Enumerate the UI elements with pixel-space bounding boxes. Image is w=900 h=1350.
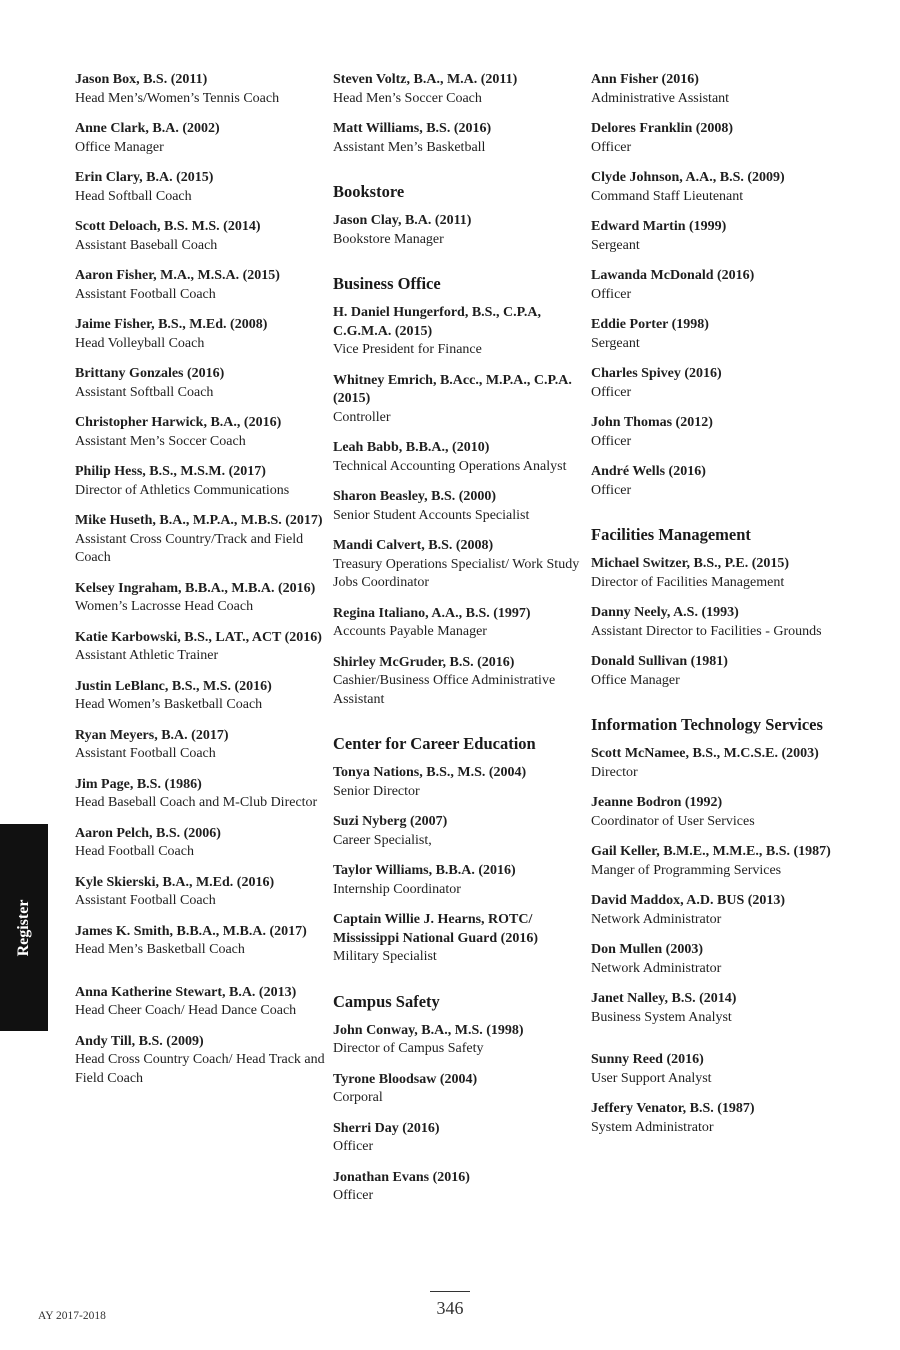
staff-entry <box>75 629 325 666</box>
staff-entry <box>75 825 325 862</box>
staff-entry <box>591 71 831 108</box>
staff-entry <box>333 120 583 157</box>
spacer <box>75 972 325 984</box>
staff-name: Janet Nalley, B.S. (2014) <box>591 991 737 1006</box>
staff-name: Lawanda McDonald (2016) <box>591 268 755 283</box>
staff-name: Jeanne Bodron (1992) <box>591 795 723 810</box>
staff-entry <box>591 745 831 782</box>
staff-name: Andy Till, B.S. (2009) <box>75 1033 204 1049</box>
staff-entry <box>591 555 831 592</box>
staff-name: Philip Hess, B.S., M.S.M. (2017) <box>75 464 266 479</box>
staff-entry <box>75 120 325 157</box>
staff-role: Senior Director <box>333 783 420 799</box>
section-tab <box>0 824 48 1031</box>
staff-entry <box>333 911 583 967</box>
staff-name: Jason Clay, B.A. (2011) <box>333 213 472 228</box>
staff-name: Erin Clary, B.A. (2015) <box>75 170 214 185</box>
staff-entry <box>333 212 583 249</box>
academic-year-footer: AY 2017-2018 <box>38 1310 106 1322</box>
staff-entry <box>591 169 831 206</box>
staff-role: User Support Analyst <box>591 1070 712 1086</box>
staff-name: Jeffery Venator, B.S. (1987) <box>591 1101 755 1116</box>
staff-entry <box>333 304 583 360</box>
staff-name: Regina Italiano, A.A., B.S. (1997) <box>333 605 531 621</box>
staff-entry <box>75 512 325 568</box>
staff-role: Assistant Athletic Trainer <box>75 648 219 663</box>
staff-entry <box>333 537 583 593</box>
section-tab-label: Register <box>15 899 32 956</box>
staff-entry <box>333 439 583 476</box>
staff-entry <box>75 678 325 715</box>
staff-entry <box>333 764 583 801</box>
staff-entry <box>591 653 831 690</box>
staff-entry <box>75 316 325 353</box>
staff-entry <box>591 604 831 641</box>
staff-role: Office Manager <box>591 672 680 688</box>
staff-role: Accounts Payable Manager <box>333 624 487 639</box>
staff-name: Leah Babb, B.B.A., (2010) <box>333 440 490 455</box>
staff-role: Internship Coordinator <box>333 881 461 897</box>
staff-role: Head Cross Country Coach/ Head Track and Field Coach <box>75 1052 325 1086</box>
staff-name: Tonya Nations, B.S., M.S. (2004) <box>333 765 527 780</box>
section-heading: Center for Career Education <box>333 734 536 753</box>
staff-name: Aaron Fisher, M.A., M.S.A. (2015) <box>75 268 280 283</box>
staff-role: Assistant Director to Facilities - Grounds <box>591 623 822 639</box>
staff-entry <box>75 365 325 402</box>
staff-role: Business System Analyst <box>591 1009 732 1025</box>
staff-name: H. Daniel Hungerford, B.S., C.P.A, C.G.M.A. (2015) <box>333 305 541 339</box>
staff-role: Officer <box>591 384 632 400</box>
staff-role: Manger of Programming Services <box>591 862 782 878</box>
staff-role: Head Men’s Soccer Coach <box>333 90 482 106</box>
staff-name: Christopher Harwick, B.A., (2016) <box>75 415 282 430</box>
staff-entry <box>333 813 583 850</box>
staff-role: Head Men’s/Women’s Tennis Coach <box>75 90 280 106</box>
staff-role: Officer <box>591 139 632 155</box>
staff-role: Assistant Football Coach <box>75 746 216 761</box>
staff-entry <box>75 923 325 960</box>
staff-name: Ryan Meyers, B.A. (2017) <box>75 727 229 743</box>
staff-role: Senior Student Accounts Specialist <box>333 507 530 523</box>
section-heading: Bookstore <box>333 182 405 201</box>
staff-role: Assistant Men’s Soccer Coach <box>75 433 246 449</box>
staff-role: Director of Athletics Communications <box>75 482 290 498</box>
staff-name: Brittany Gonzales (2016) <box>75 366 225 381</box>
staff-name: Shirley McGruder, B.S. (2016) <box>333 654 515 670</box>
spacer <box>591 1039 831 1051</box>
section-heading: Business Office <box>333 274 441 293</box>
staff-role: Office Manager <box>75 139 164 155</box>
staff-entry <box>591 218 831 255</box>
staff-name: David Maddox, A.D. BUS (2013) <box>591 893 786 908</box>
staff-name: Sherri Day (2016) <box>333 1120 440 1136</box>
staff-role: Assistant Softball Coach <box>75 384 214 400</box>
page-number: 346 <box>436 1298 464 1318</box>
staff-role: Head Baseball Coach and M-Club Director <box>75 795 318 810</box>
staff-role: Controller <box>333 409 391 425</box>
staff-name: Jaime Fisher, B.S., M.Ed. (2008) <box>75 317 268 332</box>
staff-name: Taylor Williams, B.B.A. (2016) <box>333 863 516 878</box>
staff-role: Network Administrator <box>591 911 722 927</box>
staff-role: Career Specialist, <box>333 832 432 848</box>
staff-name: John Thomas (2012) <box>591 415 713 430</box>
staff-entry <box>75 71 325 108</box>
staff-name: Mandi Calvert, B.S. (2008) <box>333 538 494 553</box>
staff-role: Assistant Football Coach <box>75 893 216 908</box>
staff-role: Sergeant <box>591 335 640 351</box>
staff-name: Scott Deloach, B.S. M.S. (2014) <box>75 219 261 234</box>
section-heading: Information Technology Services <box>591 715 823 734</box>
staff-entry <box>591 365 831 402</box>
page-number-rule <box>430 1291 470 1292</box>
staff-entry <box>75 984 325 1021</box>
staff-entry <box>75 874 325 911</box>
staff-entry <box>591 414 831 451</box>
staff-name: Ann Fisher (2016) <box>591 72 699 87</box>
staff-entry <box>75 1033 325 1089</box>
staff-role: Head Cheer Coach/ Head Dance Coach <box>75 1003 297 1018</box>
staff-role: Head Softball Coach <box>75 188 192 204</box>
staff-role: Assistant Baseball Coach <box>75 237 218 253</box>
staff-role: Officer <box>591 433 632 449</box>
staff-role: Vice President for Finance <box>333 342 482 357</box>
staff-entry <box>591 892 831 929</box>
staff-name: John Conway, B.A., M.S. (1998) <box>333 1022 524 1038</box>
staff-name: Jason Box, B.S. (2011) <box>75 72 208 87</box>
staff-entry <box>591 120 831 157</box>
staff-entry <box>333 71 583 108</box>
staff-name: Scott McNamee, B.S., M.C.S.E. (2003) <box>591 746 819 761</box>
staff-role: Sergeant <box>591 237 640 253</box>
staff-role: Command Staff Lieutenant <box>591 188 744 204</box>
section-heading: Campus Safety <box>333 991 440 1011</box>
staff-role: Director of Campus Safety <box>333 1041 484 1056</box>
staff-entry <box>591 267 831 304</box>
staff-role: Coordinator of User Services <box>591 813 755 829</box>
staff-role: Assistant Men’s Basketball <box>333 139 486 155</box>
staff-entry <box>75 776 325 813</box>
staff-role: Officer <box>591 482 632 498</box>
staff-name: Jim Page, B.S. (1986) <box>75 776 202 792</box>
staff-entry <box>333 1169 583 1206</box>
staff-name: Sharon Beasley, B.S. (2000) <box>333 489 497 504</box>
staff-entry <box>75 267 325 304</box>
staff-entry <box>333 372 583 428</box>
staff-name: Aaron Pelch, B.S. (2006) <box>75 825 221 841</box>
staff-name: Jonathan Evans (2016) <box>333 1169 470 1185</box>
staff-name: Don Mullen (2003) <box>591 942 703 957</box>
staff-entry <box>591 316 831 353</box>
staff-name: Suzi Nyberg (2007) <box>333 814 448 829</box>
staff-name: Captain Willie J. Hearns, ROTC/ Mississippi National Guard (2016) <box>333 912 538 946</box>
staff-entry <box>75 218 325 255</box>
staff-name: Matt Williams, B.S. (2016) <box>333 121 492 136</box>
staff-entry <box>75 414 325 451</box>
staff-name: Eddie Porter (1998) <box>591 317 709 332</box>
staff-entry <box>333 488 583 525</box>
column-3 <box>591 71 831 1149</box>
staff-role: Cashier/Business Office Administrative Assistant <box>333 673 556 707</box>
staff-entry <box>75 169 325 206</box>
staff-entry <box>333 605 583 642</box>
staff-name: Kelsey Ingraham, B.B.A., M.B.A. (2016) <box>75 580 316 596</box>
staff-name: Edward Martin (1999) <box>591 219 727 234</box>
staff-role: Officer <box>333 1139 374 1154</box>
staff-role: Officer <box>591 286 632 302</box>
staff-name: Steven Voltz, B.A., M.A. (2011) <box>333 72 518 87</box>
column-1 <box>75 71 325 1100</box>
staff-entry <box>591 1051 831 1088</box>
staff-name: Clyde Johnson, A.A., B.S. (2009) <box>591 170 785 185</box>
section-heading: Facilities Management <box>591 525 751 544</box>
staff-entry <box>591 794 831 831</box>
staff-role: Assistant Football Coach <box>75 286 216 302</box>
staff-role: Director <box>591 764 638 780</box>
staff-entry <box>591 1100 831 1137</box>
staff-name: Justin LeBlanc, B.S., M.S. (2016) <box>75 678 272 694</box>
staff-name: Sunny Reed (2016) <box>591 1052 704 1067</box>
staff-entry <box>591 990 831 1027</box>
staff-role: Military Specialist <box>333 949 437 964</box>
staff-entry <box>333 1120 583 1157</box>
staff-role: Head Women’s Basketball Coach <box>75 697 263 712</box>
staff-entry <box>333 1071 583 1108</box>
staff-entry <box>75 580 325 617</box>
staff-role: Head Football Coach <box>75 844 194 859</box>
staff-name: André Wells (2016) <box>591 464 706 479</box>
staff-name: Anne Clark, B.A. (2002) <box>75 121 220 136</box>
column-2 <box>333 71 583 1218</box>
staff-role: Head Men’s Basketball Coach <box>75 942 245 957</box>
staff-role: Treasury Operations Specialist/ Work Study Jobs Coordinator <box>333 556 580 590</box>
staff-name: Danny Neely, A.S. (1993) <box>591 605 739 620</box>
staff-name: Charles Spivey (2016) <box>591 366 722 381</box>
staff-role: Corporal <box>333 1090 383 1105</box>
staff-role: Network Administrator <box>591 960 722 976</box>
staff-entry <box>591 843 831 880</box>
staff-name: Whitney Emrich, B.Acc., M.P.A., C.P.A. (2015) <box>333 372 572 406</box>
staff-name: Kyle Skierski, B.A., M.Ed. (2016) <box>75 874 275 890</box>
staff-role: Bookstore Manager <box>333 231 444 247</box>
staff-name: Katie Karbowski, B.S., LAT., ACT (2016) <box>75 629 322 645</box>
staff-role: Assistant Cross Country/Track and Field Coach <box>75 531 304 565</box>
staff-name: Gail Keller, B.M.E., M.M.E., B.S. (1987) <box>591 844 831 859</box>
staff-entry <box>333 1022 583 1059</box>
staff-role: Director of Facilities Management <box>591 574 785 590</box>
staff-name: Mike Huseth, B.A., M.P.A., M.B.S. (2017) <box>75 513 323 528</box>
staff-entry <box>333 862 583 899</box>
staff-name: Donald Sullivan (1981) <box>591 654 728 669</box>
staff-name: Michael Switzer, B.S., P.E. (2015) <box>591 556 790 571</box>
staff-role: Administrative Assistant <box>591 90 730 106</box>
staff-name: James K. Smith, B.B.A., M.B.A. (2017) <box>75 923 307 939</box>
staff-name: Tyrone Bloodsaw (2004) <box>333 1071 478 1087</box>
staff-role: Head Volleyball Coach <box>75 335 205 351</box>
staff-entry <box>591 941 831 978</box>
staff-entry <box>333 654 583 710</box>
staff-entry <box>75 727 325 764</box>
staff-name: Delores Franklin (2008) <box>591 121 734 136</box>
staff-role: Technical Accounting Operations Analyst <box>333 458 567 474</box>
staff-entry <box>591 463 831 500</box>
staff-role: Women’s Lacrosse Head Coach <box>75 599 254 614</box>
staff-role: System Administrator <box>591 1119 714 1135</box>
staff-role: Officer <box>333 1188 374 1203</box>
staff-entry <box>75 463 325 500</box>
staff-name: Anna Katherine Stewart, B.A. (2013) <box>75 984 297 1000</box>
